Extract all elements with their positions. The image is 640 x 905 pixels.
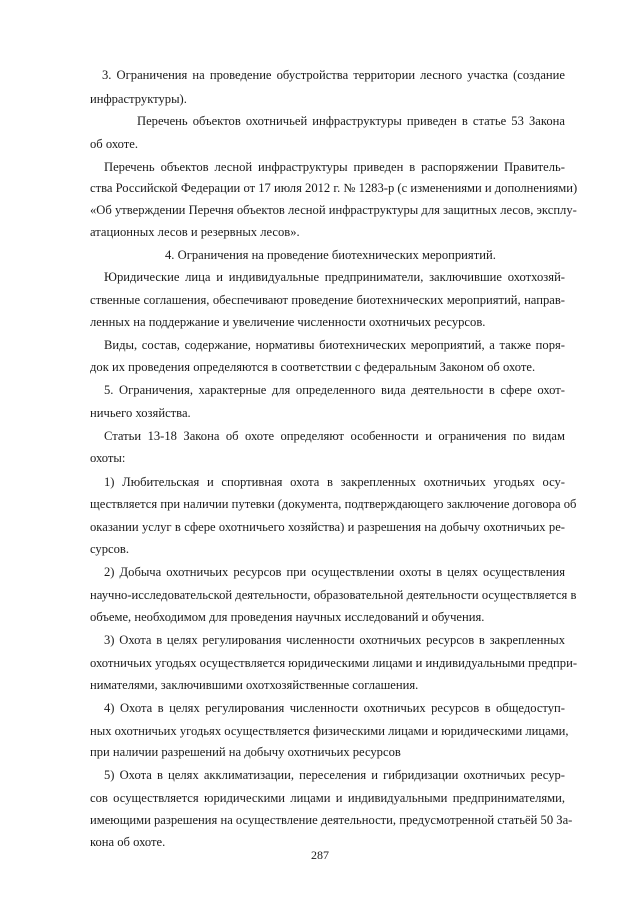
text-line: ничьего хозяйства. [90, 406, 191, 420]
text-line: при наличии разрешений на добычу охотничьих ресурсов [90, 745, 401, 759]
text-line: 2) Добыча охотничьих ресурсов при осуществлении охоты в целях осуществления [104, 565, 565, 579]
text-line: док их проведения определяются в соответствии с федеральным Законом об охоте. [90, 360, 536, 374]
text-line: Перечень объектов лесной инфраструктуры приведен в распоряжении Правитель- [104, 160, 565, 174]
text-line: имеющими разрешения на осуществление деятельности, предусмотренной статьёй 50 За- [90, 813, 573, 827]
text-line: Перечень объектов охотничьей инфраструктуры приведен в статье 53 Закона [137, 114, 565, 128]
text-line: охотничьих угодьях осуществляется юридическими лицами и индивидуальными предпри- [90, 656, 578, 670]
text-line: 3. Ограничения на проведение обустройства территории лесного участка (создание [102, 68, 565, 82]
text-line: «Об утверждении Перечня объектов лесной инфраструктуры для защитных лесов, эксплу- [90, 203, 577, 217]
text-line: атационных лесов и резервных лесов». [90, 225, 300, 239]
text-line: инфраструктуры). [90, 92, 187, 106]
text-line: научно-исследовательской деятельности, образовательной деятельности осуществляется в [90, 588, 577, 602]
text-line: сурсов. [90, 542, 129, 556]
text-line: ства Российской Федерации от 17 июля 2012 г. № 1283-р (с изменениями и дополнениями) [90, 181, 578, 195]
text-line: Виды, состав, содержание, нормативы биотехнических мероприятий, а также поря- [104, 338, 565, 352]
page-number: 287 [311, 848, 329, 862]
text-line: 5) Охота в целях акклиматизации, переселения и гибридизации охотничьих ресур- [104, 768, 565, 782]
text-line: охоты: [90, 451, 126, 465]
text-line: 5. Ограничения, характерные для определенного вида деятельности в сфере охот- [104, 383, 565, 397]
text-line: оказании услуг в сфере охотничьего хозяйства) и разрешения на добычу охотничьих ре- [90, 520, 565, 534]
text-line: Юридические лица и индивидуальные предприниматели, заключившие охотхозяй- [104, 270, 565, 284]
text-line: Статьи 13-18 Закона об охоте определяют особенности и ограничения по видам [104, 429, 565, 443]
text-line: 3) Охота в целях регулирования численности охотничьих ресурсов в закрепленных [104, 633, 565, 647]
text-line: 4. Ограничения на проведение биотехнических мероприятий. [165, 248, 496, 262]
text-line: ственные соглашения, обеспечивают проведение биотехнических мероприятий, направ- [90, 293, 565, 307]
text-line: сов осуществляется юридическими лицами и индивидуальными предпринимателями, [90, 791, 565, 805]
text-line: нимателями, заключившими охотхозяйственные соглашения. [90, 678, 419, 692]
text-line: 4) Охота в целях регулирования численности охотничьих ресурсов в общедоступ- [104, 701, 565, 715]
text-line: ществляется при наличии путевки (документа, подтверждающего заключение договора об [90, 497, 577, 511]
text-line: объеме, необходимом для проведения научных исследований и обучения. [90, 610, 485, 624]
text-line: кона об охоте. [90, 835, 166, 849]
text-line: ленных на поддержание и увеличение численности охотничьих ресурсов. [90, 315, 486, 329]
text-line: ных охотничьих угодьях осуществляется физическими лицами и юридическими лицами, [90, 724, 569, 738]
text-line: об охоте. [90, 137, 139, 151]
text-line: 1) Любительская и спортивная охота в закрепленных охотничьих угодьях осу- [104, 475, 565, 489]
